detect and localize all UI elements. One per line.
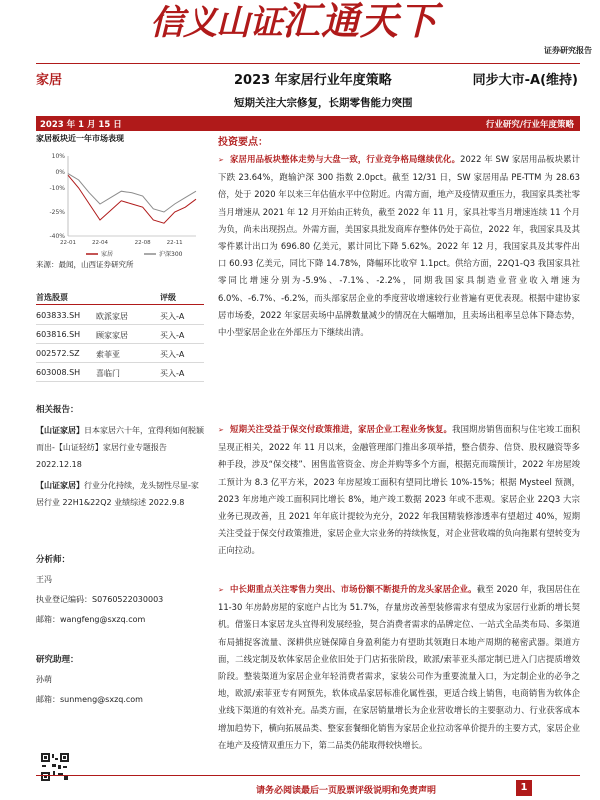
- stocks-header-rating: 评级: [160, 293, 176, 302]
- analyst-name: 王冯: [36, 575, 52, 584]
- highlight-paragraph-3: [218, 581, 580, 754]
- page-number: 1: [516, 780, 532, 796]
- related-report-item[interactable]: [36, 477, 204, 511]
- stocks-table-header: [36, 291, 204, 305]
- department-label: 证券研究报告: [544, 46, 592, 55]
- stock-code: 603833.SH: [36, 311, 81, 320]
- highlight-body: 截至 2020 年，我国居住在 11-30 年房龄房屋的家庭户占比为 51.7%，存量房改善型装修需求有望成为家居行业新的增长契机。借鉴日本家居龙头宜得利发展经验，契合消费者需求的品牌定位、一站式全品类布局、多渠道布局捕捉客流量、深耕供应链保障自身盈利能力有望助其领跑日本地产周期的秘密武器。渠道方面，二线定制及软体家居企业依旧处于门店拓张阶段，欧派/索菲亚头部定制已进入门店提质增效阶段。整装渠道为家居企业年轻消费者需求，家装公司作为重要流量入口，为定制企业的必争之地，欧派/索菲亚专有网预先，软体成品家居标准化属性强，更适合线上销售，电商销售为软体企业线下渠道的有效补充。品类方面，在家居销量增长为企业营收增长的主要驱动力、行业获客成本增加趋势下，横向拓展品类、整家套餐细化销售为家居企业拉动客单价提升的主要方式，家居企业在地产及疫情双重压力下，第二品类仍能取得较快增长。: [218, 584, 581, 750]
- series-line-沪深300: [68, 174, 196, 212]
- stock-row: [36, 306, 204, 325]
- industry-rating: 同步大市-A(维持): [472, 73, 578, 88]
- y-tick-label: 10%: [51, 153, 65, 160]
- analyst-info: [36, 552, 204, 628]
- legend-label: 家居: [101, 251, 114, 258]
- related-report-item[interactable]: [36, 422, 204, 473]
- analyst-email[interactable]: 邮箱：wangfeng@sxzq.com: [36, 615, 146, 624]
- stock-rating: 买入-A: [160, 369, 185, 378]
- stock-row: [36, 325, 204, 344]
- related-report-text: 日本家居六十年，宜得利如何脱颖而出-【山证轻纺】家居行业专题报告 2022.12.18: [36, 426, 204, 469]
- chart-source: 来源：最闻，山西证券研究所: [36, 260, 134, 269]
- series-line-家居: [68, 175, 196, 223]
- report-subtitle: 短期关注大宗修复，长期零售能力突围: [234, 97, 413, 109]
- related-report-tag: 【山证家居】: [36, 481, 84, 490]
- qr-code-icon: [40, 752, 70, 782]
- stock-row: [36, 363, 204, 382]
- assistant-info: [36, 652, 204, 708]
- stock-row: [36, 344, 204, 363]
- footer-disclaimer: 请务必阅读最后一页股票评级说明和免责声明: [256, 786, 437, 796]
- stock-code: 603816.SH: [36, 330, 81, 339]
- x-tick-label: 22-01: [60, 240, 76, 246]
- report-title: 2023 年家居行业年度策略: [234, 73, 392, 88]
- arrow-bullet-icon: ➢: [218, 426, 224, 434]
- related-report-text: 行业分化持续，龙头韧性尽显-家居行业 22H1&22Q2 业绩综述 2022.9.8: [36, 481, 199, 507]
- header-divider: [36, 63, 580, 64]
- highlight-body: 我国期房销售面积与住宅竣工面积呈现正相关，2022 年 11 月以来，金融管理部门推出多项举措，整合债券、信贷、股权融资等多种手段，涉及“保交楼”、困售监管资金、房企并购等多个方面，根据克而瑞预计，2022 年房屋竣工预计为 8.3 亿平方米，2023 年房屋竣工面积有望同比增长 10%-15%；根据 Mysteel 预测，2023 年房地产竣工面积同比增长 8%，地产竣工数据 2023 年或不悲观。家居企业 22Q3 大宗业务已现改善，且 2021 年年底计提较为充分，2022 年我国精装修渗透率有望超过 40%，短期关注受益于保交付政策推进，家居企业大宗业务的持续恢复，对企业营收端的负向拖累有望转变为正向拉动。: [218, 424, 581, 556]
- chart-label: 家居板块近一年市场表现: [36, 134, 124, 143]
- y-tick-label: -25%: [49, 209, 65, 216]
- related-report-tag: 【山证家居】: [36, 426, 84, 435]
- analyst-title: 分析师：: [36, 555, 71, 565]
- stock-name: 索菲亚: [96, 350, 120, 359]
- performance-chart: [36, 144, 204, 264]
- report-date: 2023 年 1 月 15 日: [40, 120, 122, 130]
- stock-rating: 买入-A: [160, 350, 185, 359]
- slogan-part-b: 汇通天下: [282, 0, 439, 43]
- y-tick-label: 0%: [55, 169, 65, 176]
- stock-name: 顾家家居: [96, 331, 128, 340]
- highlight-paragraph-1: [218, 151, 580, 341]
- investment-title: 投资要点：: [218, 137, 268, 148]
- analyst-cert: 执业登记编码：S0760522030003: [36, 595, 164, 604]
- stock-name: 喜临门: [96, 369, 120, 378]
- footer-divider: [36, 775, 580, 776]
- banner: [0, 0, 600, 60]
- stocks-header-pick: 首选股票: [36, 293, 68, 302]
- investment-highlights: [218, 133, 580, 148]
- x-tick-label: 22-11: [166, 240, 183, 246]
- assistant-email[interactable]: 邮箱：sunmeng@sxzq.com: [36, 695, 143, 704]
- stock-code: 002572.SZ: [36, 349, 80, 358]
- x-tick-label: 22-08: [134, 240, 151, 246]
- report-category: 行业研究/行业年度策略: [485, 120, 574, 130]
- highlight-body: 2022 年 SW 家居用品板块累计下跌 23.64%，跑输沪深 300 指数 2.0pct。截至 12/31 日，SW 家居用品 PE-TTM 为 28.63 倍，处于 2020 年以来三年估值水平中位附近。内需方面，地产及疫情双重压力，我国家具类社零当月增速从 2021 年 12 月开始由正转负，截至 2022 年 11 月，家具社零当月增速连续 11 个月为负，尚未出现拐点。外需方面，美国家具批发商库存整体仍处于高位，2022 年，我国家具及其零件累计出口为 696.80 亿美元，累计同比下降 5.62%。2022 年 12 月，我国家具及其零件出口 60.93 亿美元，同比下降 14.78%，降幅环比收窄 1.1pct。供给方面，22Q1-Q3 我国家具社零同比增速分别为-5.9%、-7.1%、-2.2%，同期我国家具制造业营业收入增速为 6.0%、-6.7%、-6.2%，而头部家居企业的季度营收增速较行业普遍有更优表现。根据中建协家居市场委，2022 年家居卖场中品牌数量减少的情况在大幅增加，且卖场出租率呈总体下降态势，中小型家居企业在外部压力下继续出清。: [218, 154, 580, 338]
- stock-rating: 买入-A: [160, 312, 185, 321]
- x-tick-label: 22-04: [92, 240, 108, 246]
- highlight-lead: 短期关注受益于保交付政策推进，家居企业工程业务恢复。: [229, 424, 453, 434]
- legend-label: 沪深300: [159, 251, 183, 258]
- related-reports-title: 相关报告：: [36, 405, 79, 415]
- stock-name: 欧派家居: [96, 312, 128, 321]
- assistant-title: 研究助理：: [36, 655, 79, 665]
- highlight-paragraph-2: [218, 421, 580, 560]
- y-tick-label: -10%: [49, 185, 65, 192]
- stock-rating: 买入-A: [160, 331, 185, 340]
- related-reports: [36, 402, 204, 511]
- arrow-bullet-icon: ➢: [218, 586, 224, 594]
- stock-code: 603008.SH: [36, 368, 81, 377]
- highlight-lead: 家居用品板块整体走势与大盘一致，行业竞争格局继续优化。: [229, 154, 461, 164]
- assistant-name: 孙萌: [36, 675, 52, 684]
- y-tick-label: -40%: [49, 233, 65, 240]
- date-band: [36, 116, 580, 131]
- performance-chart-svg: [36, 144, 204, 264]
- slogan-part-a: 信义山证: [150, 3, 282, 43]
- highlight-lead: 中长期重点关注零售力突出、市场份额不断提升的龙头家居企业。: [229, 584, 477, 594]
- industry-label: 家居: [36, 73, 63, 88]
- performance-chart-section: [36, 132, 204, 264]
- arrow-bullet-icon: ➢: [218, 156, 224, 164]
- slogan: [150, 0, 438, 44]
